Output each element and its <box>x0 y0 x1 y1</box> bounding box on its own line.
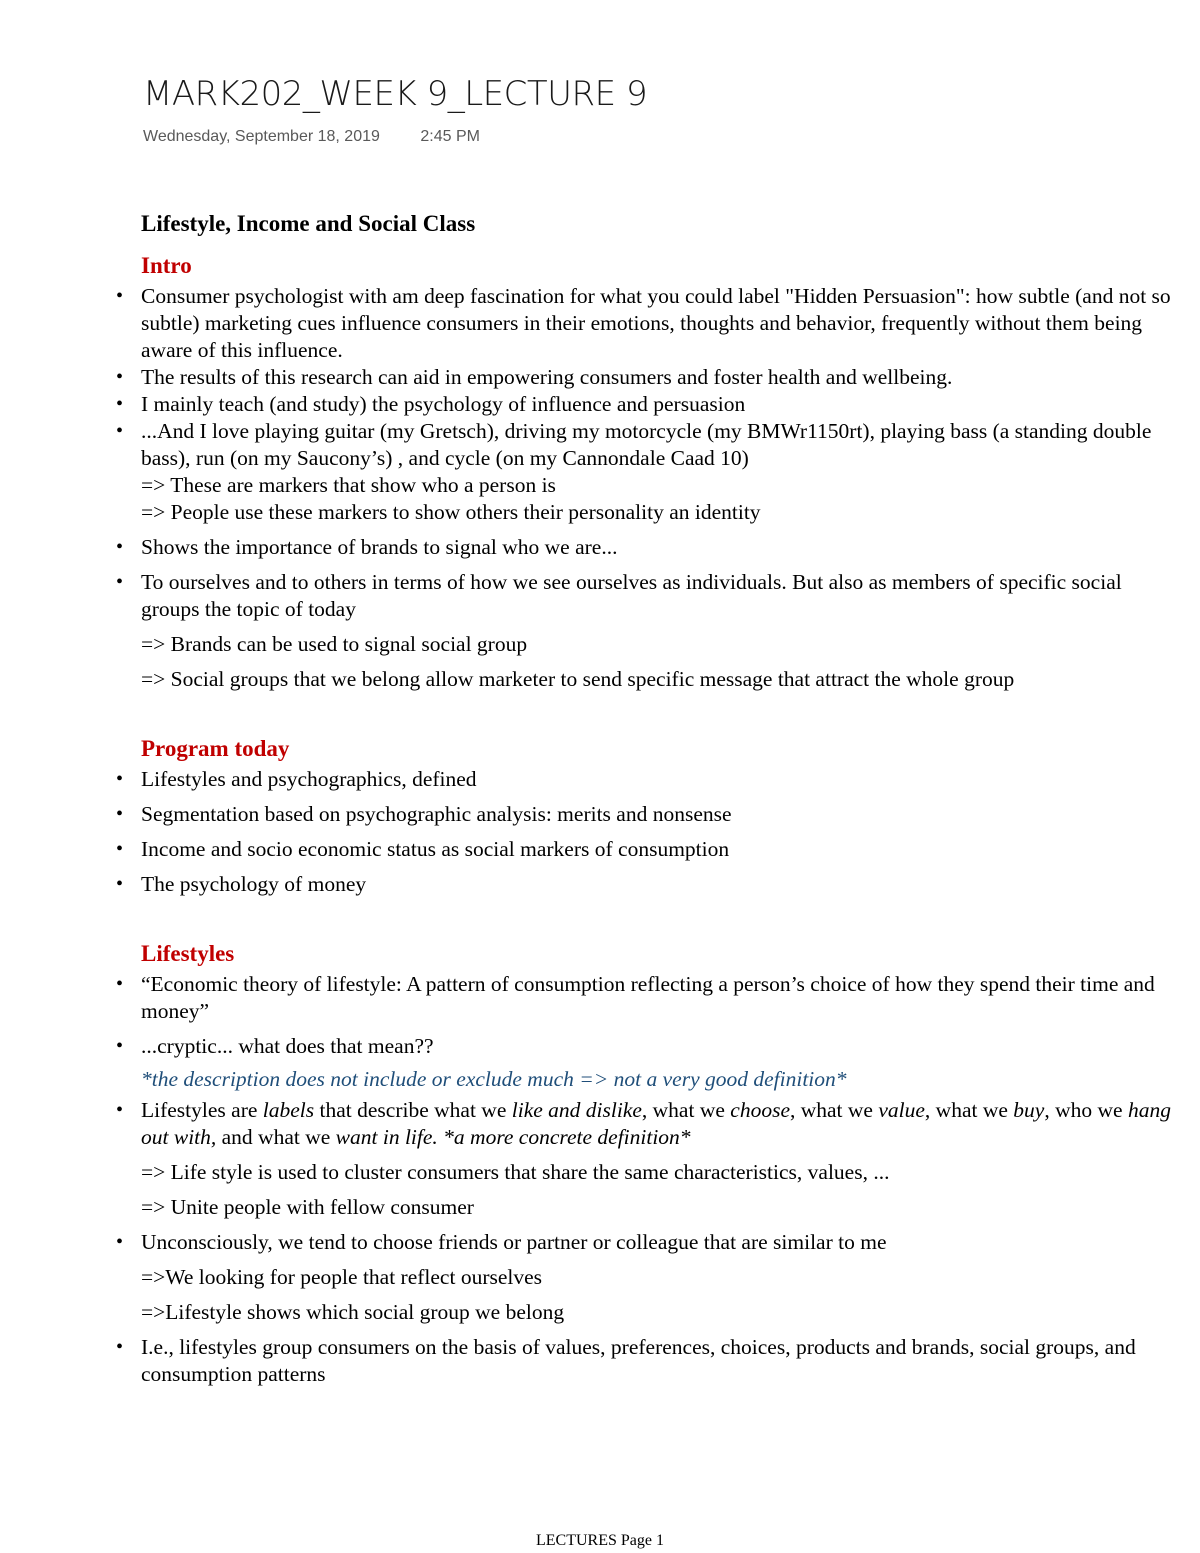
sub-point: => These are markers that show who a person is <box>141 473 556 497</box>
sub-point: =>Lifestyle shows which social group we belong <box>141 1300 565 1324</box>
definition-note: *the description does not include or exclude much => not a very good definition* <box>141 1067 847 1091</box>
list-item-text: • Lifestyles are labels that describe what we like and dislike, what we choose, what we value, what we buy, who we hang out with, and what we want in life. *a more concrete definition* <box>141 1098 1171 1149</box>
lifestyles-heading: Lifestyles <box>141 941 235 966</box>
list-item <box>141 766 1181 793</box>
lifestyles-section <box>141 940 1181 1388</box>
note-content <box>141 210 1181 1430</box>
list-item <box>141 1097 1181 1221</box>
intro-list <box>141 283 1181 693</box>
program-heading: Program today <box>141 736 290 761</box>
list-item-text: Segmentation based on psychographic analysis: merits and nonsense <box>141 802 732 826</box>
list-item <box>141 1033 1181 1093</box>
sub-point: =>We looking for people that reflect ourselves <box>141 1265 543 1289</box>
sub-point: => Brands can be used to signal social group <box>141 632 528 656</box>
sub-point: => Social groups that we belong allow marketer to send specific message that attract the whole group <box>141 667 1015 691</box>
list-item-text: Consumer psychologist with am deep fascination for what you could label "Hidden Persuasion": how subtle (and not so subtle) marketing cues influence consumers in their emotions, thoughts and behavior, frequently without them being aware of this influence. <box>141 284 1171 362</box>
list-item <box>141 1334 1181 1388</box>
page-title: MARK202_WEEK 9_LECTURE 9 <box>143 74 648 114</box>
intro-heading: Intro <box>141 253 192 278</box>
page-time: 2:45 PM <box>420 128 480 145</box>
intro-section <box>141 252 1181 693</box>
main-heading: Lifestyle, Income and Social Class <box>141 211 476 236</box>
program-section <box>141 735 1181 898</box>
list-item-text: Lifestyles and psychographics, defined <box>141 767 477 791</box>
list-item-text: • Unconsciously, we tend to choose friends or partner or colleague that are similar to me <box>141 1230 887 1254</box>
page-date: Wednesday, September 18, 2019 <box>143 128 380 145</box>
program-list <box>141 766 1181 898</box>
page-footer: LECTURES Page 1 <box>536 1532 664 1549</box>
list-item <box>141 391 1181 418</box>
list-item <box>141 836 1181 863</box>
page-meta <box>143 128 480 146</box>
list-item-text: • To ourselves and to others in terms of how we see ourselves as individuals. But also as members of specific social groups the topic of today <box>141 570 1122 621</box>
list-item-text: I.e., lifestyles group consumers on the basis of values, preferences, choices, products and brands, social groups, and consumption patterns <box>141 1335 1136 1386</box>
list-item <box>141 534 1181 561</box>
list-item <box>141 801 1181 828</box>
list-item <box>141 871 1181 898</box>
list-item <box>141 569 1181 693</box>
list-item <box>141 364 1181 391</box>
sub-point: => Life style is used to cluster consumers that share the same characteristics, values, ... <box>141 1160 890 1184</box>
list-item-text: Income and socio economic status as social markers of consumption <box>141 837 730 861</box>
list-item-text: Shows the importance of brands to signal who we are... <box>141 535 618 559</box>
list-item <box>141 1229 1181 1326</box>
list-item-text: The psychology of money <box>141 872 367 896</box>
list-item <box>141 971 1181 1025</box>
lifestyles-list <box>141 971 1181 1388</box>
list-item-text: • ...cryptic... what does that mean?? <box>141 1034 434 1058</box>
list-item <box>141 418 1181 526</box>
list-item-text: The results of this research can aid in empowering consumers and foster health and wellbeing. <box>141 365 953 389</box>
sub-point: => People use these markers to show others their personality an identity <box>141 500 761 524</box>
list-item <box>141 283 1181 364</box>
sub-point: => Unite people with fellow consumer <box>141 1195 474 1219</box>
list-item-text: • ...And I love playing guitar (my Gretsch), driving my motorcycle (my BMWr1150rt), playing bass (a standing double bass), run (on my Saucony’s) , and cycle (on my Cannondale Caad 10) <box>141 419 1152 470</box>
list-item-text: I mainly teach (and study) the psychology of influence and persuasion <box>141 392 746 416</box>
list-item-text: “Economic theory of lifestyle: A pattern of consumption reflecting a person’s choice of how they spend their time and money” <box>141 972 1155 1023</box>
